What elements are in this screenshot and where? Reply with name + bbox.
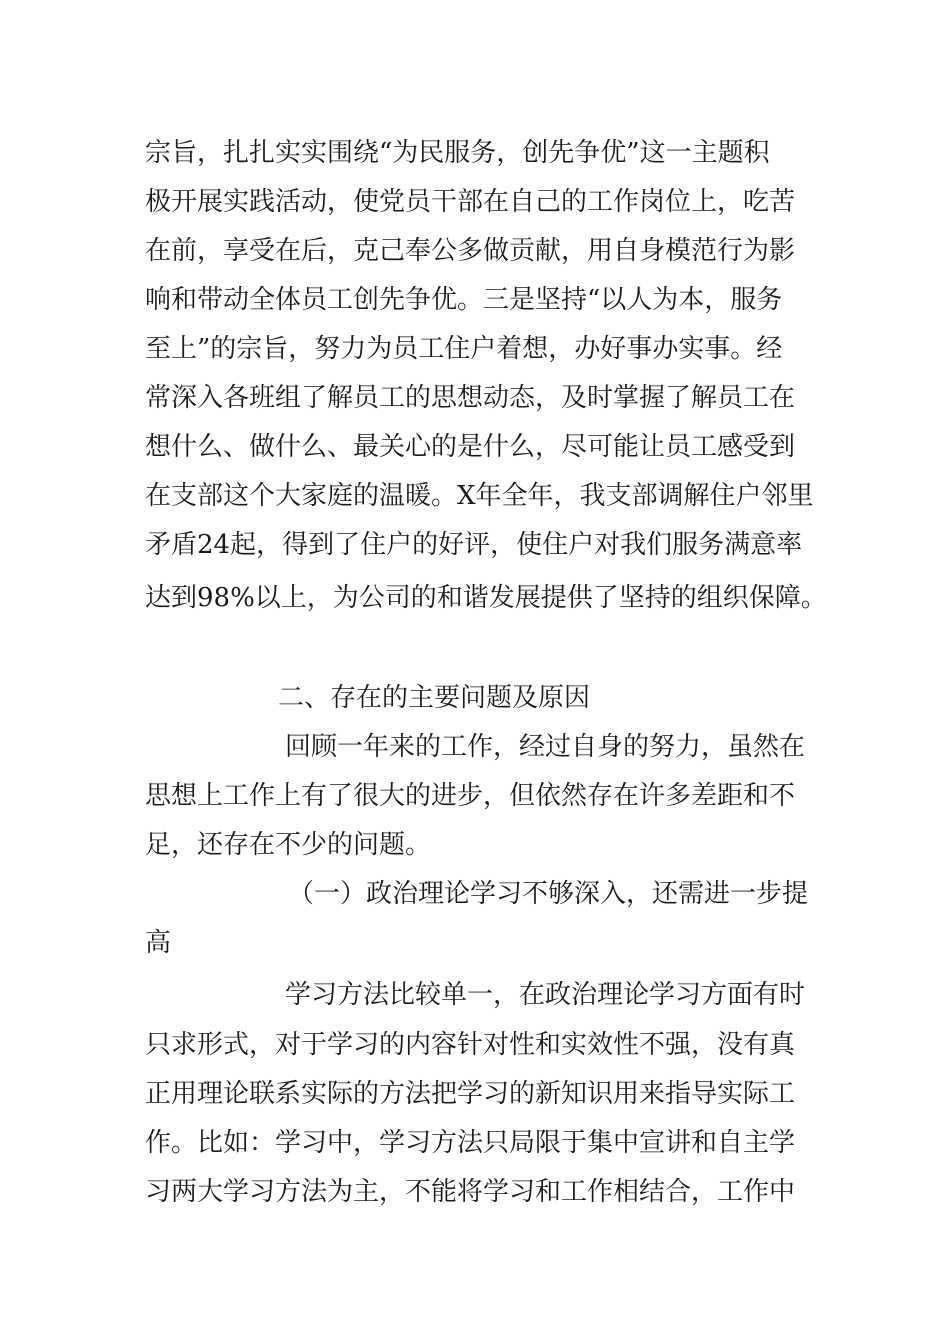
paragraph-line: 在前，享受在后，克己奉公多做贡献，用自身模范行为影	[145, 236, 796, 266]
subheading: （一）政治理论学习不够深入，还需进一步提	[288, 879, 809, 909]
paragraph-line: 矛盾24起，得到了住户的好评，使住户对我们服务满意率	[145, 530, 803, 560]
paragraph-line: 宗旨，扎扎实实围绕“为民服务，创先争优”这一主题积	[145, 138, 770, 168]
section-heading: 二、存在的主要问题及原因	[278, 683, 591, 713]
subheading-continued: 高	[145, 928, 172, 958]
paragraph-line: 极开展实践活动，使党员干部在自己的工作岗位上，吃苦	[145, 187, 796, 217]
paragraph-line: 作。比如：学习中，学习方法只局限于集中宣讲和自主学	[145, 1128, 796, 1158]
paragraph-line: 习两大学习方法为主，不能将学习和工作相结合，工作中	[145, 1177, 796, 1207]
paragraph-line: 至上”的宗旨，努力为员工住户着想，办好事办实事。经	[145, 334, 783, 364]
paragraph-line: 学习方法比较单一，在政治理论学习方面有时	[285, 980, 806, 1010]
paragraph-line: 足，还存在不少的问题。	[145, 830, 432, 860]
paragraph-line: 响和带动全体员工创先争优。三是坚持“以人为本，服务	[145, 285, 783, 315]
paragraph-line: 想什么、做什么、最关心的是什么，尽可能让员工感受到	[145, 432, 796, 462]
paragraph-line: 正用理论联系实际的方法把学习的新知识用来指导实际工	[145, 1079, 796, 1109]
paragraph-line: 只求形式，对于学习的内容针对性和实效性不强，没有真	[145, 1030, 796, 1060]
paragraph-line: 回顾一年来的工作，经过自身的努力，虽然在	[285, 732, 806, 762]
paragraph-line: 达到98%以上，为公司的和谐发展提供了坚持的组织保障。	[145, 583, 827, 613]
paragraph-line: 在支部这个大家庭的温暖。X年全年，我支部调解住户邻里	[145, 481, 814, 511]
paragraph-line: 常深入各班组了解员工的思想动态，及时掌握了解员工在	[145, 383, 796, 413]
paragraph-line: 思想上工作上有了很大的进步，但依然存在许多差距和不	[145, 781, 796, 811]
